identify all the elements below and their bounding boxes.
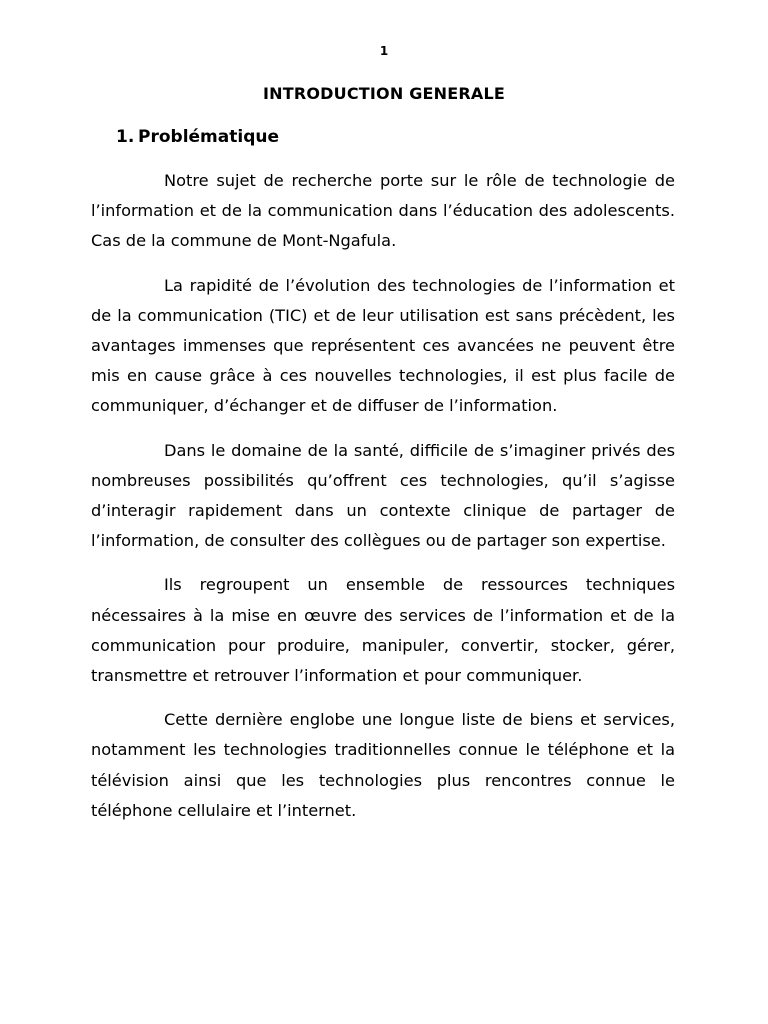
section-title: Problématique [138, 127, 279, 147]
body-text [91, 166, 675, 840]
section-number: 1. [116, 127, 135, 147]
paragraph-2: La rapidité de l’évolution des technologies de l’information et de la communication (TIC) et de leur utilisation est sans précèdent, les avantages immenses que représentent ces avancées ne peuvent être mis en cause grâce à ces nouvelles technologies, il est plus facile de communiquer, d’échanger et de diffuser de l’information. [91, 275, 675, 416]
page-title: INTRODUCTION GENERALE [262, 84, 506, 103]
section-heading [116, 127, 279, 147]
paragraph-5: Cette dernière englobe une longue liste de biens et services, notamment les technologies traditionnelles connue le téléphone et la télévision ainsi que les technologies plus rencontres connue le téléphone cellulaire et l’internet. [91, 710, 675, 820]
paragraph-1: Notre sujet de recherche porte sur le rôle de technologie de l’information et de la communication dans l’éducation des adolescents. Cas de la commune de Mont-Ngafula. [91, 171, 675, 251]
paragraph-3: Dans le domaine de la santé, difficile de s’imaginer privés des nombreuses possibilités qu’offrent ces technologies, qu’il s’agisse d’interagir rapidement dans un contexte clinique de partager de l’information, de consulter des collègues ou de partager son expertise. [91, 440, 675, 551]
page-number: 1 [379, 44, 389, 58]
paragraph-4: Ils regroupent un ensemble de ressources techniques nécessaires à la mise en œuvre des services de l’information et de la communication pour produire, manipuler, convertir, stocker, gérer, transmettre et retrouver l’information et pour communiquer. [91, 575, 675, 686]
